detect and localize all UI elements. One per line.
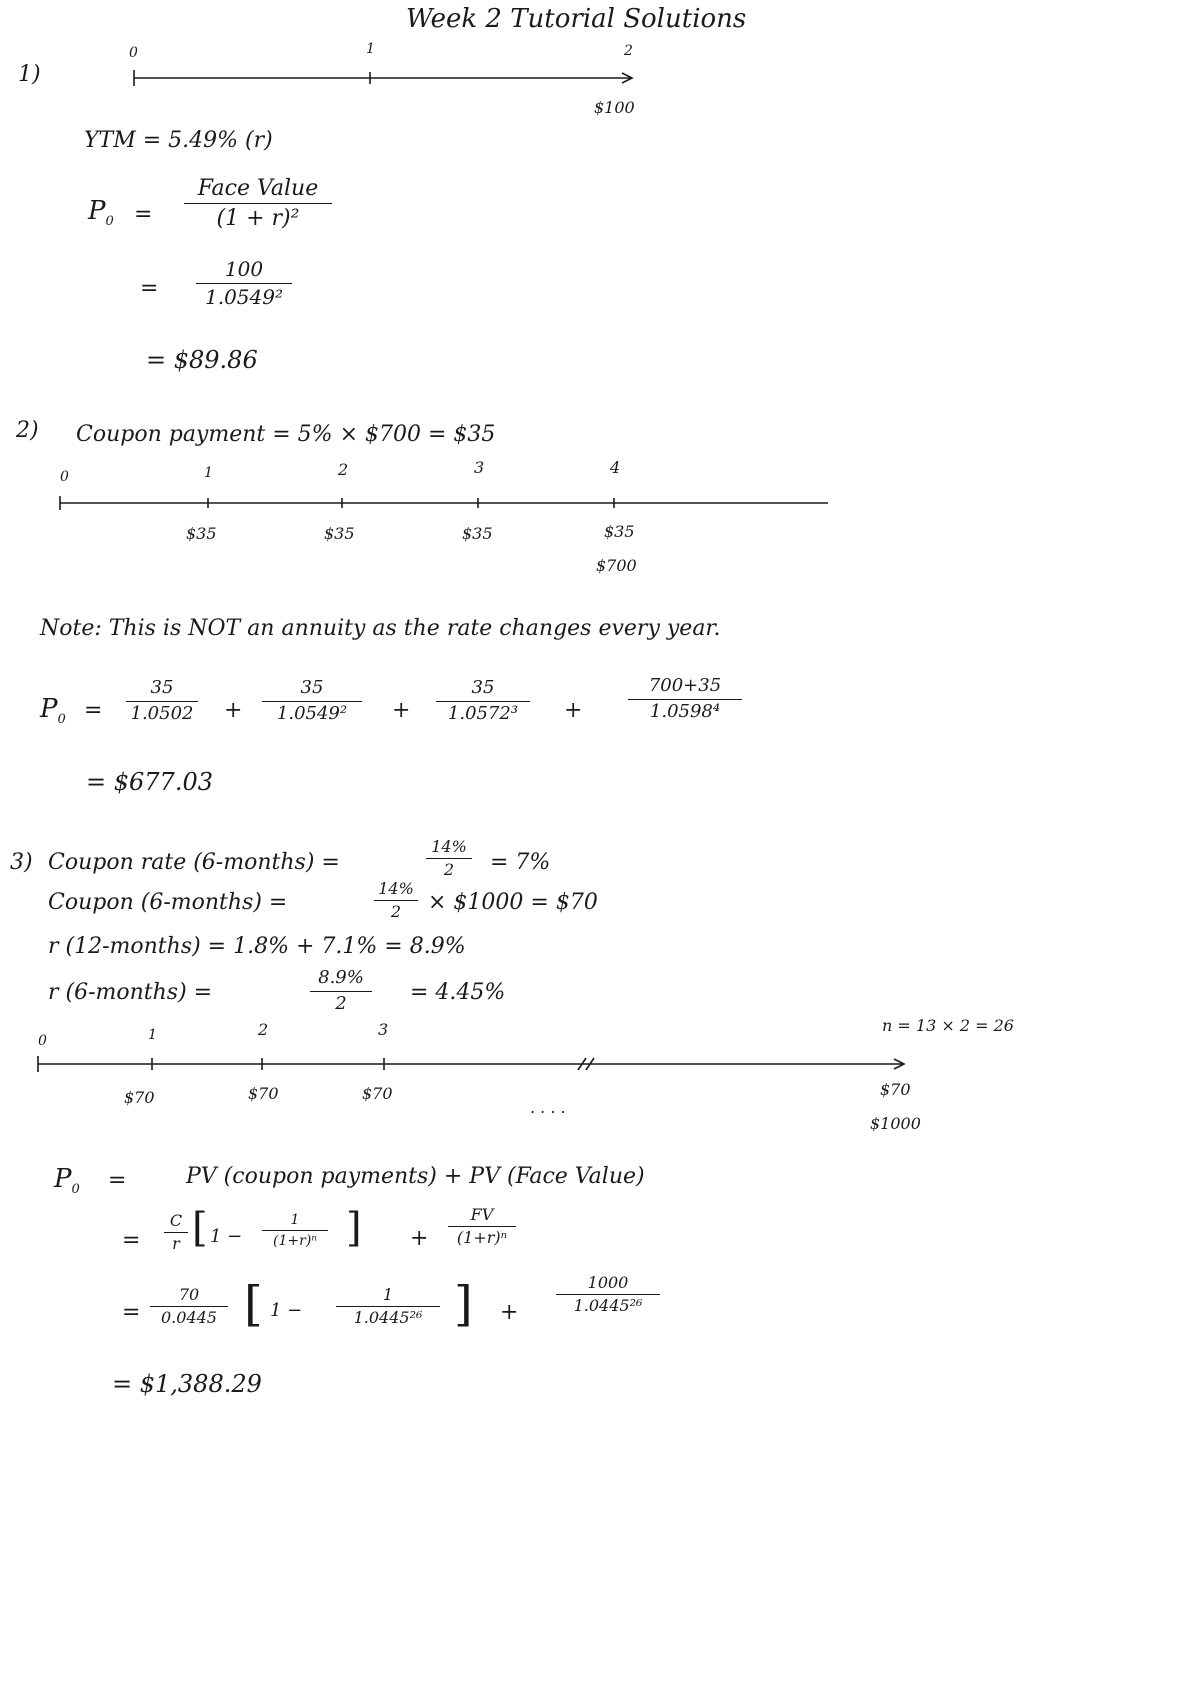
fraction-bar bbox=[310, 991, 372, 992]
q3-line2-fraction bbox=[374, 880, 418, 922]
q3-inner-fraction bbox=[262, 1212, 328, 1249]
fraction-denominator: 2 bbox=[443, 860, 455, 880]
q3-ellipsis: . . . . bbox=[530, 1098, 566, 1117]
q3-cashflow-last: $70 bbox=[880, 1080, 911, 1099]
q1-result: = $89.86 bbox=[146, 346, 258, 374]
q3-line2-right: × $1000 = $70 bbox=[428, 890, 598, 915]
fraction-numerator: 14% bbox=[431, 837, 467, 856]
fraction-bar bbox=[196, 283, 292, 284]
fraction-numerator: 35 bbox=[471, 677, 495, 698]
q3-fv-fraction bbox=[448, 1206, 516, 1248]
fraction-numerator: 1 bbox=[382, 1285, 394, 1304]
q2-plus-2: + bbox=[392, 698, 411, 723]
fraction-bar bbox=[262, 1230, 328, 1231]
fraction-denominator: 1.0502 bbox=[130, 702, 194, 724]
fraction-denominator: 2 bbox=[335, 992, 347, 1014]
fraction-bar bbox=[556, 1294, 660, 1295]
q3-result: = $1,388.29 bbox=[112, 1370, 262, 1398]
fraction-denominator: (1+r)ⁿ bbox=[456, 1228, 508, 1248]
fraction-bar bbox=[164, 1232, 188, 1233]
fraction-bar bbox=[374, 900, 418, 901]
fraction-denominator: 1.0445²⁶ bbox=[573, 1296, 643, 1316]
q1-tick-1: 1 bbox=[366, 41, 375, 57]
fraction-numerator: Face Value bbox=[197, 176, 319, 201]
q3-line4-fraction bbox=[310, 968, 372, 1014]
fraction-numerator: 35 bbox=[150, 677, 174, 698]
right-bracket: ] bbox=[346, 1205, 362, 1251]
fraction-numerator: FV bbox=[470, 1205, 494, 1224]
q1-ytm: YTM = 5.49% (r) bbox=[84, 128, 273, 153]
fraction-numerator: 70 bbox=[178, 1285, 200, 1304]
q1-number: 1) bbox=[18, 62, 41, 87]
page-title: Week 2 Tutorial Solutions bbox=[406, 4, 747, 34]
fraction-numerator: 8.9% bbox=[318, 967, 364, 988]
q1-face-amount: $100 bbox=[594, 98, 635, 117]
q1-equals-1: = bbox=[134, 202, 153, 227]
fraction-numerator: 700+35 bbox=[648, 675, 722, 696]
q3-n2-fraction bbox=[336, 1286, 440, 1328]
fraction-bar bbox=[184, 203, 332, 204]
q2-plus-1: + bbox=[224, 698, 243, 723]
q1-fraction-numeric bbox=[196, 258, 292, 309]
fraction-bar bbox=[448, 1226, 516, 1227]
q3-n-label: n = 13 × 2 = 26 bbox=[882, 1016, 1014, 1035]
q3-cashflow-3: $70 bbox=[362, 1084, 393, 1103]
fraction-numerator: 1 bbox=[290, 1212, 300, 1228]
fraction-numerator: 100 bbox=[224, 257, 264, 281]
q2-coupon-line: Coupon payment = 5% × $700 = $35 bbox=[76, 422, 496, 447]
fraction-denominator: 1.0598⁴ bbox=[649, 700, 721, 722]
q2-tick-3: 3 bbox=[474, 458, 485, 477]
fraction-bar bbox=[426, 858, 472, 859]
fraction-denominator: 0.0445 bbox=[161, 1308, 217, 1328]
q2-cashflow-3: $35 bbox=[462, 524, 493, 543]
fraction-bar bbox=[436, 701, 530, 702]
fraction-denominator: 1.0572³ bbox=[447, 702, 519, 724]
fraction-bar bbox=[262, 701, 362, 702]
q3-line1-fraction bbox=[426, 838, 472, 880]
q3-one-minus-1: 1 − bbox=[210, 1226, 243, 1247]
q2-term-3 bbox=[436, 678, 530, 724]
fraction-denominator: 1.0549² bbox=[276, 702, 348, 724]
q1-equals-2: = bbox=[140, 276, 159, 301]
q3-c-over-r bbox=[164, 1212, 188, 1254]
q3-plus-1: + bbox=[410, 1226, 429, 1251]
left-bracket: [ bbox=[192, 1205, 208, 1251]
fraction-numerator: C bbox=[169, 1211, 183, 1230]
q2-p0: $P_0$ bbox=[40, 694, 66, 728]
q2-term-4 bbox=[628, 676, 742, 722]
q3-n3-fraction bbox=[556, 1274, 660, 1316]
q2-face-amount: $700 bbox=[596, 556, 637, 575]
q3-n1-fraction bbox=[150, 1286, 228, 1328]
q2-cashflow-2: $35 bbox=[324, 524, 355, 543]
q2-term-1 bbox=[126, 678, 198, 724]
q3-tick-0: 0 bbox=[38, 1033, 47, 1049]
q2-timeline bbox=[60, 496, 828, 510]
fraction-bar bbox=[126, 701, 198, 702]
q3-number: 3) bbox=[10, 850, 33, 875]
q2-note: Note: This is NOT an annuity as the rate changes every year. bbox=[40, 616, 721, 641]
fraction-denominator: r bbox=[172, 1234, 180, 1254]
q2-term-2 bbox=[262, 678, 362, 724]
q1-tick-0: 0 bbox=[129, 45, 138, 61]
q2-number: 2) bbox=[16, 418, 39, 443]
q2-tick-0: 0 bbox=[60, 469, 69, 485]
q3-p0: $P_0$ bbox=[54, 1164, 80, 1198]
q2-tick-1: 1 bbox=[204, 465, 213, 481]
fraction-bar bbox=[336, 1306, 440, 1307]
q2-tick-2: 2 bbox=[338, 460, 349, 479]
q3-equals-2: = bbox=[122, 1228, 141, 1253]
q3-timeline bbox=[38, 1056, 904, 1072]
q1-fraction-facevalue bbox=[184, 176, 332, 232]
q1-p0: $P_0$ bbox=[88, 196, 114, 230]
q3-line3: r (12-months) = 1.8% + 7.1% = 8.9% bbox=[48, 934, 466, 959]
fraction-denominator: (1+r)ⁿ bbox=[273, 1233, 317, 1250]
q3-plus-2: + bbox=[500, 1300, 519, 1325]
q3-equals-3: = bbox=[122, 1300, 141, 1325]
fraction-numerator: 14% bbox=[378, 879, 414, 898]
q2-equals: = bbox=[84, 698, 103, 723]
fraction-numerator: 35 bbox=[300, 677, 324, 698]
q2-result: = $677.03 bbox=[86, 768, 213, 796]
q3-line2-left: Coupon (6-months) = bbox=[48, 890, 288, 915]
q2-tick-4: 4 bbox=[610, 458, 621, 477]
q3-pv-line: PV (coupon payments) + PV (Face Value) bbox=[186, 1164, 645, 1189]
q3-face-amount: $1000 bbox=[870, 1114, 921, 1133]
fraction-denominator: 1.0549² bbox=[205, 285, 283, 309]
fraction-denominator: (1 + r)² bbox=[216, 206, 300, 232]
q3-line1-left: Coupon rate (6-months) = bbox=[48, 850, 340, 875]
q3-line4-left: r (6-months) = bbox=[48, 980, 213, 1005]
q3-one-minus-2: 1 − bbox=[270, 1300, 303, 1321]
q3-tick-3: 3 bbox=[378, 1020, 389, 1039]
q3-cashflow-2: $70 bbox=[248, 1084, 279, 1103]
q2-plus-3: + bbox=[564, 698, 583, 723]
q3-line1-right: = 7% bbox=[490, 850, 551, 875]
q3-cashflow-1: $70 bbox=[124, 1088, 155, 1107]
q3-tick-2: 2 bbox=[258, 1020, 269, 1039]
fraction-denominator: 1.0445²⁶ bbox=[353, 1308, 423, 1328]
q1-timeline bbox=[134, 70, 632, 86]
left-bracket: [ bbox=[244, 1276, 263, 1332]
fraction-denominator: 2 bbox=[390, 902, 402, 922]
q3-equals-1: = bbox=[108, 1168, 127, 1193]
fraction-bar bbox=[628, 699, 742, 700]
q2-cashflow-4: $35 bbox=[604, 522, 635, 541]
q3-line4-right: = 4.45% bbox=[410, 980, 506, 1005]
q1-tick-2: 2 bbox=[624, 43, 633, 59]
right-bracket: ] bbox=[454, 1276, 473, 1332]
q3-tick-1: 1 bbox=[148, 1027, 157, 1043]
q2-cashflow-1: $35 bbox=[186, 524, 217, 543]
fraction-bar bbox=[150, 1306, 228, 1307]
fraction-numerator: 1000 bbox=[587, 1273, 629, 1292]
